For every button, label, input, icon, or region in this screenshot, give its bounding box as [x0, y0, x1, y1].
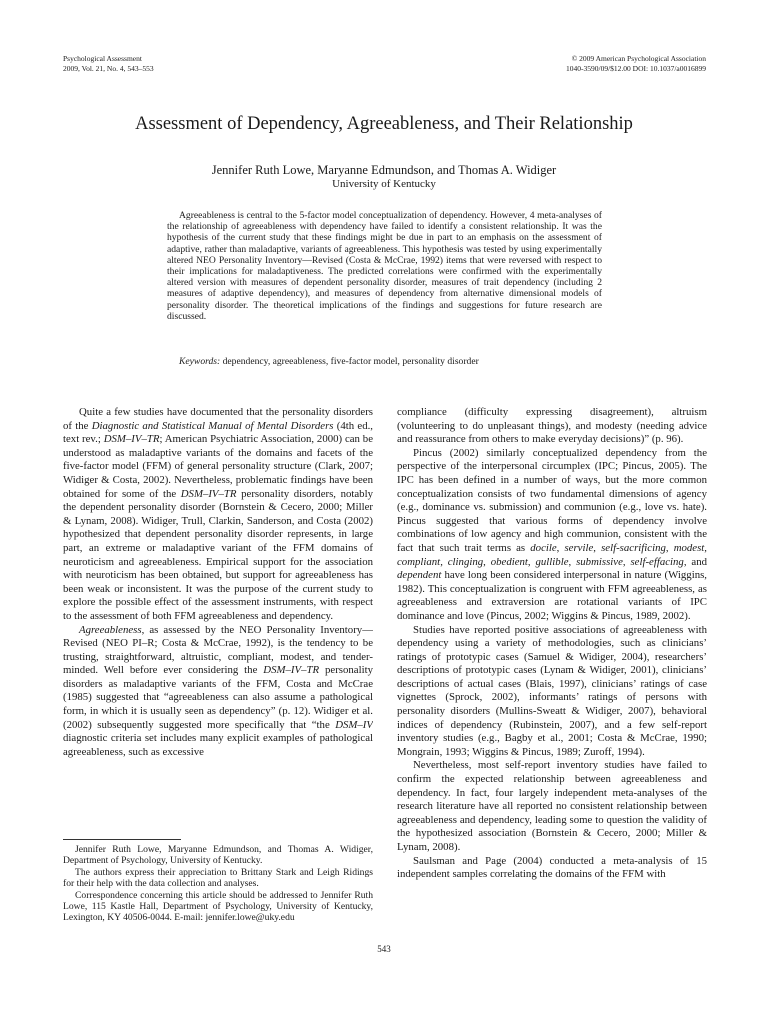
- journal-volume: 2009, Vol. 21, No. 4, 543–553: [63, 63, 154, 73]
- paragraph: Studies have reported positive associations of agreeableness with dependency using a variety of methodologies, such as clinicians’ ratings of prototypic cases (Samuel & Widiger, 2004), researchers’ descriptions of prototypic cases (Lynam & Widiger, 2001), clinicians’ descriptions of actual cases (Blais, 1997), clinicians’ ratings of case vignettes (Sprock, 2002), informants’ ratings of persons with personality disorders (Mullins-Sweatt & Widiger, 2007), behavioral indices of dependency (Rubinstein, 2007), and a few self-report inventory studies (e.g., Bagby et al., 2001; Costa & McCrae, 1990; Mongrain, 1993; Wiggins & Pincus, 1989; Zuroff, 1994).: [397, 623, 707, 758]
- keywords-label: Keywords:: [179, 356, 221, 367]
- body-column-right: [397, 406, 707, 932]
- author-note: [63, 844, 373, 924]
- paragraph: Agreeableness, as assessed by the NEO Personality Inventory—Revised (NEO PI–R; Costa & McCrae, 1992), is the tendency to be trusting, straightforward, altruistic, compliant, modest, and tender-minded. Well before ever considering the DSM–IV–TR personality disorders as maladaptive variants of the FFM, Costa and McCrae (1985) suggested that “agreeableness can also assume a pathological form, in which it is usually seen as dependency” (p. 12). Widiger et al. (2002) subsequently suggested more specifically that “the DSM–IV diagnostic criteria set includes many explicit examples of pathological agreeableness, such as excessive: [63, 623, 373, 758]
- author-list: Jennifer Ruth Lowe, Maryanne Edmundson, and Thomas A. Widiger: [211, 163, 557, 177]
- keywords-text: dependency, agreeableness, five-factor model, personality disorder: [222, 356, 479, 367]
- abstract: [167, 210, 602, 322]
- footnote: Correspondence concerning this article should be addressed to Jennifer Ruth Lowe, 115 Kastle Hall, Department of Psychology, University of Kentucky, Lexington, KY 40506-0044. E-mail: jennifer.lowe@uky.edu: [63, 889, 373, 924]
- paragraph: Nevertheless, most self-report inventory studies have failed to confirm the expected relationship between agreeableness and dependency. In fact, four largely independent meta-analyses of the research literature have all reported no consistent relationship between agreeableness and dependency, leading some to question the validity of the hypothesized association (Bornstein & Cecero, 2000; Miller & Lynam, 2008).: [397, 759, 707, 853]
- doi-line: 1040-3590/09/$12.00 DOI: 10.1037/a0016899: [566, 63, 706, 73]
- article-title: Assessment of Dependency, Agreeableness, and Their Relationship: [135, 114, 633, 134]
- footnote-divider: [63, 839, 181, 840]
- paragraph: Saulsman and Page (2004) conducted a meta-analysis of 15 independent samples correlating the domains of the FFM with: [397, 854, 707, 881]
- running-header-left: [63, 54, 154, 73]
- abstract-text: Agreeableness is central to the 5-factor model conceptualization of dependency. However, 4 meta-analyses of the relationship of agreeableness with dependency have failed to identify a consistent relationship. It was the hypothesis of the current study that these findings might be due in part to an emphasis on the assessment of adaptive, rather than maladaptive, variants of agreeableness. This hypothesis was tested by using experimentally altered NEO Personality Inventory—Revised (Costa & McCrae, 1992) items that were reversed with respect to their implications for maladaptiveness. The predicted correlations were confirmed with the experimentally altered version with measures of dependent personality disorder, measures of trait dependency (including 2 measures of adaptive dependency), and measures of dependency from alternative dimensional models of personality disorder. The theoretical implications of the findings and suggestions for future research are discussed.: [167, 210, 602, 322]
- journal-name: Psychological Assessment: [63, 54, 142, 63]
- paragraph: compliance (difficulty expressing disagreement), altruism (volunteering to do unpleasant things), and modesty (needing advice and reassurance from others to make everyday decisions)” (p. 96).: [397, 406, 707, 446]
- page-number: 543: [377, 944, 391, 954]
- footnote: The authors express their appreciation to Brittany Stark and Leigh Ridings for their help with the data collection and analyses.: [63, 866, 373, 890]
- keywords: [167, 356, 602, 367]
- body-column-left: [63, 406, 373, 836]
- paragraph: Pincus (2002) similarly conceptualized dependency from the perspective of the interpersonal circumplex (IPC; Pincus, 2005). The IPC has been defined in a number of ways, but the more common conceptualization consists of two fundamental dimensions of agency (e.g., dominance vs. submission) and communion (e.g., love vs. hate). Pincus suggested that various forms of dependency involve combinations of low agency and high communion, consistent with the fact that such trait terms as docile, servile, self-sacrificing, modest, compliant, clinging, obedient, gullible, submissive, self-effacing, and dependent have long been considered interpersonal in nature (Wiggins, 1982). This conceptualization is congruent with FFM agreeableness, as agreeableness and extraversion are rotational variants of IPC dominance and love (Pincus, 2002; Wiggins & Pincus, 1989, 2002).: [397, 446, 707, 622]
- footnote: Jennifer Ruth Lowe, Maryanne Edmundson, and Thomas A. Widiger, Department of Psychology, University of Kentucky.: [63, 844, 373, 867]
- copyright-line: © 2009 American Psychological Association: [571, 54, 706, 63]
- paragraph: Quite a few studies have documented that the personality disorders of the Diagnostic and Statistical Manual of Mental Disorders (4th ed., text rev.; DSM–IV–TR; American Psychiatric Association, 2000) can be understood as maladaptive variants of the domains and facets of the five-factor model (FFM) of general personality structure (Clark, 2007; Widiger & Costa, 2002). Nevertheless, problematic findings have been obtained for some of the DSM–IV–TR personality disorders, notably the dependent personality disorder (Bornstein & Cecero, 2000; Miller & Lynam, 2008). Widiger, Trull, Clarkin, Sanderson, and Costa (2002) hypothesized that dependent personality disorder represents, in large part, an extreme or maladaptive variant of the FFM domains of neuroticism and agreeableness. Empirical support for the association with neuroticism has been obtained, but support for agreeableness has been weak or inconsistent. It was the purpose of the current study to explore the possible effect of the assessment instruments, with respect to the assessment of both FFM agreeableness and dependency.: [63, 406, 373, 622]
- running-header-right: [566, 54, 706, 73]
- author-affiliation: University of Kentucky: [332, 178, 436, 190]
